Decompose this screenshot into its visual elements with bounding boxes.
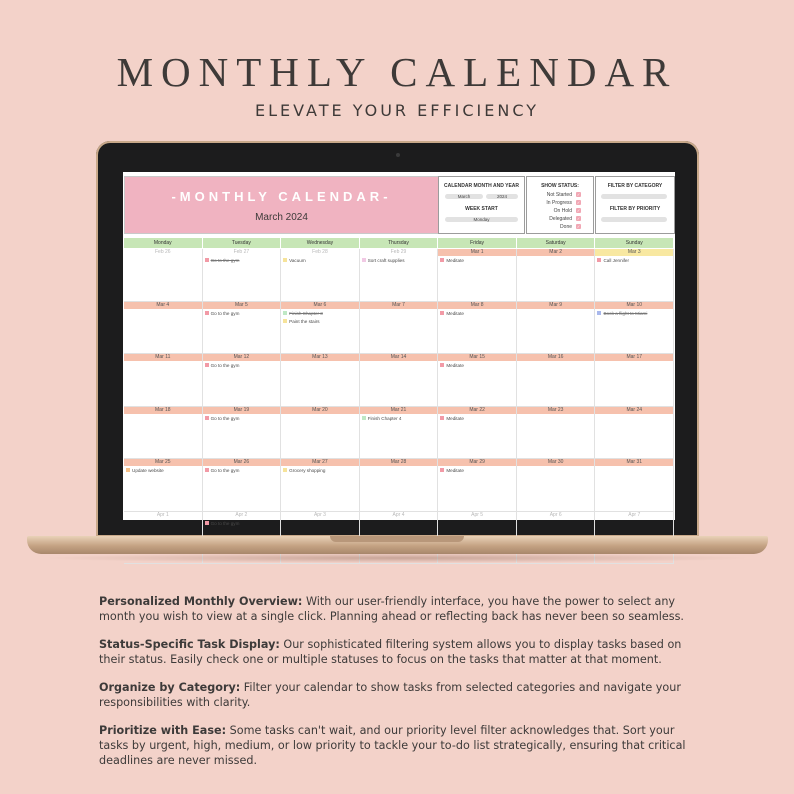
banner-title: -MONTHLY CALENDAR-: [171, 189, 392, 204]
day-date: Apr 5: [471, 511, 484, 518]
task-color-marker: [205, 521, 209, 525]
day-date: Mar 20: [281, 407, 359, 414]
task-label: Finish Chapter 4: [367, 415, 402, 421]
task-color-marker: [362, 416, 366, 420]
day-date: Mar 22: [438, 407, 516, 414]
day-date: Mar 17: [595, 354, 673, 361]
status-option-label: In Progress: [546, 200, 572, 206]
category-filter-label: FILTER BY CATEGORY: [607, 183, 663, 189]
task-item[interactable]: [203, 257, 281, 264]
day-date: Mar 19: [203, 407, 281, 414]
task-item[interactable]: [595, 257, 673, 264]
priority-filter-label: FILTER BY PRIORITY: [609, 206, 661, 212]
day-cell[interactable]: [595, 407, 674, 459]
day-date: Mar 8: [438, 302, 516, 309]
feature-body: Filter your calendar to show tasks from selected categories and navigate your responsibilities with clarity.: [99, 681, 681, 709]
weekday-label: Tuesday: [203, 238, 282, 248]
day-date: Feb 27: [233, 249, 250, 255]
week-row: [124, 302, 674, 355]
day-cell[interactable]: [124, 354, 203, 406]
status-option-label: Done: [560, 224, 572, 230]
day-cell[interactable]: [595, 459, 674, 511]
month-year-label: CALENDAR MONTH AND YEAR: [444, 183, 519, 189]
task-color-marker: [283, 319, 287, 323]
day-date: Apr 6: [549, 511, 562, 518]
status-checkbox[interactable]: ✓: [576, 200, 581, 205]
day-cell[interactable]: [203, 407, 282, 459]
task-item[interactable]: [438, 467, 516, 474]
day-date: Mar 2: [517, 249, 595, 256]
status-option-label: Not Started: [546, 192, 572, 198]
year-select[interactable]: 2024: [486, 194, 518, 199]
day-cell[interactable]: [203, 459, 282, 511]
task-label: Finish Chapter 3: [289, 310, 323, 316]
status-option-label: Delegated: [549, 216, 572, 222]
feature-paragraph: [99, 680, 707, 710]
day-cell[interactable]: [595, 302, 674, 354]
task-color-marker: [205, 416, 209, 420]
day-cell[interactable]: [517, 302, 596, 354]
task-item[interactable]: [281, 257, 359, 264]
day-date: Mar 9: [517, 302, 595, 309]
day-cell[interactable]: [124, 407, 203, 459]
task-color-marker: [440, 416, 444, 420]
task-color-marker: [362, 258, 366, 262]
task-label: Go to the gym: [210, 520, 240, 526]
task-item[interactable]: [438, 257, 516, 264]
status-label: SHOW STATUS:: [541, 183, 579, 189]
task-color-marker: [440, 311, 444, 315]
day-date: Mar 23: [517, 407, 595, 414]
day-cell[interactable]: [203, 302, 282, 354]
day-date: Feb 28: [312, 249, 328, 255]
feature-body: With our user-friendly interface, you have the power to select any month you wish to view at a single click. Planning ahead or reflecting back has never been so seamless.: [99, 595, 684, 623]
task-item[interactable]: [360, 415, 438, 422]
day-date: Mar 18: [124, 407, 202, 414]
day-cell[interactable]: [281, 459, 360, 511]
weekday-label: Wednesday: [281, 238, 360, 248]
day-date: Apr 1: [156, 511, 169, 518]
category-filter-select[interactable]: [601, 194, 667, 199]
task-color-marker: [440, 468, 444, 472]
day-date: Mar 29: [438, 459, 516, 466]
day-cell[interactable]: [360, 407, 439, 459]
task-item[interactable]: [124, 467, 202, 474]
day-date: Mar 11: [124, 354, 202, 361]
feature-paragraph: [99, 723, 707, 768]
weekday-label: Saturday: [517, 238, 596, 248]
day-date: Mar 12: [203, 354, 281, 361]
day-date: Mar 21: [360, 407, 438, 414]
task-label: Call Jennifer: [603, 258, 630, 263]
filter-panel: [595, 176, 675, 234]
day-date: Apr 2: [235, 511, 248, 518]
task-item[interactable]: [203, 520, 281, 527]
task-color-marker: [440, 363, 444, 367]
day-cell[interactable]: [517, 407, 596, 459]
day-cell[interactable]: [438, 249, 517, 301]
task-item[interactable]: [281, 467, 359, 474]
feature-list: [99, 594, 707, 781]
task-item[interactable]: [203, 415, 281, 422]
status-panel: [526, 176, 594, 234]
task-color-marker: [597, 311, 601, 315]
status-checkbox[interactable]: ✓: [576, 192, 581, 197]
status-checkbox[interactable]: ✓: [576, 216, 581, 221]
week-row: [124, 459, 674, 512]
day-date: Mar 27: [281, 459, 359, 466]
week-row: [124, 249, 674, 302]
feature-title: Organize by Category:: [99, 681, 241, 694]
day-cell[interactable]: [281, 302, 360, 354]
feature-body: Some tasks can't wait, and our priority level filter acknowledges that. Sort your tasks by urgent, high, medium, or low priority to tackle your to-do list strategically, ensuring that critical deadlines are never missed.: [99, 724, 686, 767]
day-date: Mar 15: [438, 354, 516, 361]
task-label: Meditate: [446, 468, 464, 473]
day-date: Mar 6: [281, 302, 359, 309]
task-color-marker: [283, 258, 287, 262]
day-date: Mar 10: [595, 302, 673, 309]
banner-date: March 2024: [255, 212, 308, 223]
task-item[interactable]: [281, 318, 359, 325]
page-subtitle: ELEVATE YOUR EFFICIENCY: [255, 101, 539, 120]
task-label: Vacuum: [289, 258, 306, 263]
weekday-label: Friday: [438, 238, 517, 248]
feature-title: Personalized Monthly Overview:: [99, 595, 303, 608]
task-item[interactable]: [438, 310, 516, 317]
task-label: Go to the gym: [210, 310, 240, 316]
day-date: Mar 13: [281, 354, 359, 361]
laptop-shadow: [40, 553, 755, 563]
day-date: Mar 1: [438, 249, 516, 256]
week-row: [124, 354, 674, 407]
day-date: Feb 26: [155, 249, 171, 255]
day-date: Mar 4: [124, 302, 202, 309]
day-cell[interactable]: [595, 249, 674, 301]
task-label: Meditate: [446, 415, 464, 421]
laptop-hinge: [330, 536, 464, 542]
task-label: Go to the gym: [210, 258, 240, 263]
day-cell[interactable]: [281, 407, 360, 459]
day-date: Mar 25: [124, 459, 202, 466]
day-date: Mar 30: [517, 459, 595, 466]
feature-title: Status-Specific Task Display:: [99, 638, 280, 651]
week-start-label: WEEK START: [465, 206, 498, 212]
day-date: Apr 3: [313, 511, 326, 518]
day-date: Mar 5: [203, 302, 281, 309]
day-cell[interactable]: [360, 459, 439, 511]
day-cell[interactable]: [203, 354, 282, 406]
task-label: Book a flight to Miami: [603, 310, 648, 316]
day-date: Mar 14: [360, 354, 438, 361]
week-row: [124, 407, 674, 460]
day-cell[interactable]: [203, 249, 282, 301]
calendar-screen: [123, 172, 675, 526]
day-cell[interactable]: [360, 354, 439, 406]
weekday-label: Thursday: [360, 238, 439, 248]
task-label: Update website: [132, 468, 164, 473]
day-cell[interactable]: [124, 302, 203, 354]
priority-filter-select[interactable]: [601, 217, 667, 222]
day-date: Mar 31: [595, 459, 673, 466]
month-year-panel: [438, 176, 525, 234]
task-item[interactable]: [203, 467, 281, 474]
task-color-marker: [205, 258, 209, 262]
weekday-header: [124, 238, 674, 248]
task-color-marker: [283, 468, 287, 472]
page-title: MONTHLY CALENDAR: [116, 49, 678, 95]
task-label: Meditate: [446, 310, 464, 316]
task-color-marker: [205, 311, 209, 315]
day-cell[interactable]: [360, 302, 439, 354]
task-label: Paint the stairs: [289, 318, 320, 324]
status-option-label: On Hold: [553, 208, 572, 214]
task-item[interactable]: [360, 257, 438, 264]
task-color-marker: [205, 468, 209, 472]
day-date: Mar 24: [595, 407, 673, 414]
day-cell[interactable]: [360, 249, 439, 301]
task-label: Meditate: [446, 363, 464, 368]
task-item[interactable]: [595, 310, 673, 317]
task-item[interactable]: [281, 310, 359, 317]
week-start-select[interactable]: Monday: [445, 217, 518, 222]
day-cell[interactable]: [438, 354, 517, 406]
calendar-banner: [124, 176, 439, 234]
task-item[interactable]: [203, 362, 281, 369]
task-color-marker: [126, 468, 130, 472]
task-item[interactable]: [438, 362, 516, 369]
day-date: Mar 28: [360, 459, 438, 466]
feature-body: Our sophisticated filtering system allows you to display tasks based on their status. Easily check one or multiple statuses to focus on the tasks that matter at that moment.: [99, 638, 682, 666]
feature-paragraph: [99, 637, 707, 667]
feature-paragraph: [99, 594, 707, 624]
day-cell[interactable]: [281, 249, 360, 301]
task-color-marker: [283, 311, 287, 315]
camera-icon: [396, 153, 400, 157]
day-cell[interactable]: [438, 459, 517, 511]
weekday-label: Sunday: [595, 238, 674, 248]
feature-title: Prioritize with Ease:: [99, 724, 227, 737]
task-color-marker: [440, 258, 444, 262]
task-color-marker: [205, 363, 209, 367]
day-date: Feb 29: [390, 249, 407, 255]
month-select[interactable]: March: [445, 194, 483, 199]
day-cell[interactable]: [517, 459, 596, 511]
task-item[interactable]: [438, 415, 516, 422]
day-cell[interactable]: [281, 354, 360, 406]
status-checkbox[interactable]: ✓: [576, 224, 581, 229]
weekday-label: Monday: [124, 238, 203, 248]
day-date: Apr 7: [628, 511, 641, 518]
day-date: Mar 26: [203, 459, 281, 466]
task-label: Go to the gym: [210, 415, 240, 421]
task-color-marker: [597, 258, 601, 262]
day-date: Mar 7: [360, 302, 438, 309]
task-item[interactable]: [203, 310, 281, 317]
task-label: Go to the gym: [210, 363, 240, 368]
day-date: Apr 4: [392, 511, 405, 518]
task-label: Sort craft supplies: [367, 258, 405, 263]
day-cell[interactable]: [124, 249, 203, 301]
day-cell[interactable]: [595, 354, 674, 406]
calendar-grid: [124, 249, 674, 564]
day-date: Mar 3: [595, 249, 673, 256]
task-label: Grocery shopping: [289, 468, 326, 473]
day-cell[interactable]: [438, 302, 517, 354]
day-cell[interactable]: [124, 459, 203, 511]
day-date: Mar 16: [517, 354, 595, 361]
task-label: Meditate: [446, 258, 464, 263]
day-cell[interactable]: [438, 407, 517, 459]
day-cell[interactable]: [517, 354, 596, 406]
day-cell[interactable]: [517, 249, 596, 301]
status-checkbox[interactable]: ✓: [576, 208, 581, 213]
task-label: Go to the gym: [210, 468, 240, 473]
